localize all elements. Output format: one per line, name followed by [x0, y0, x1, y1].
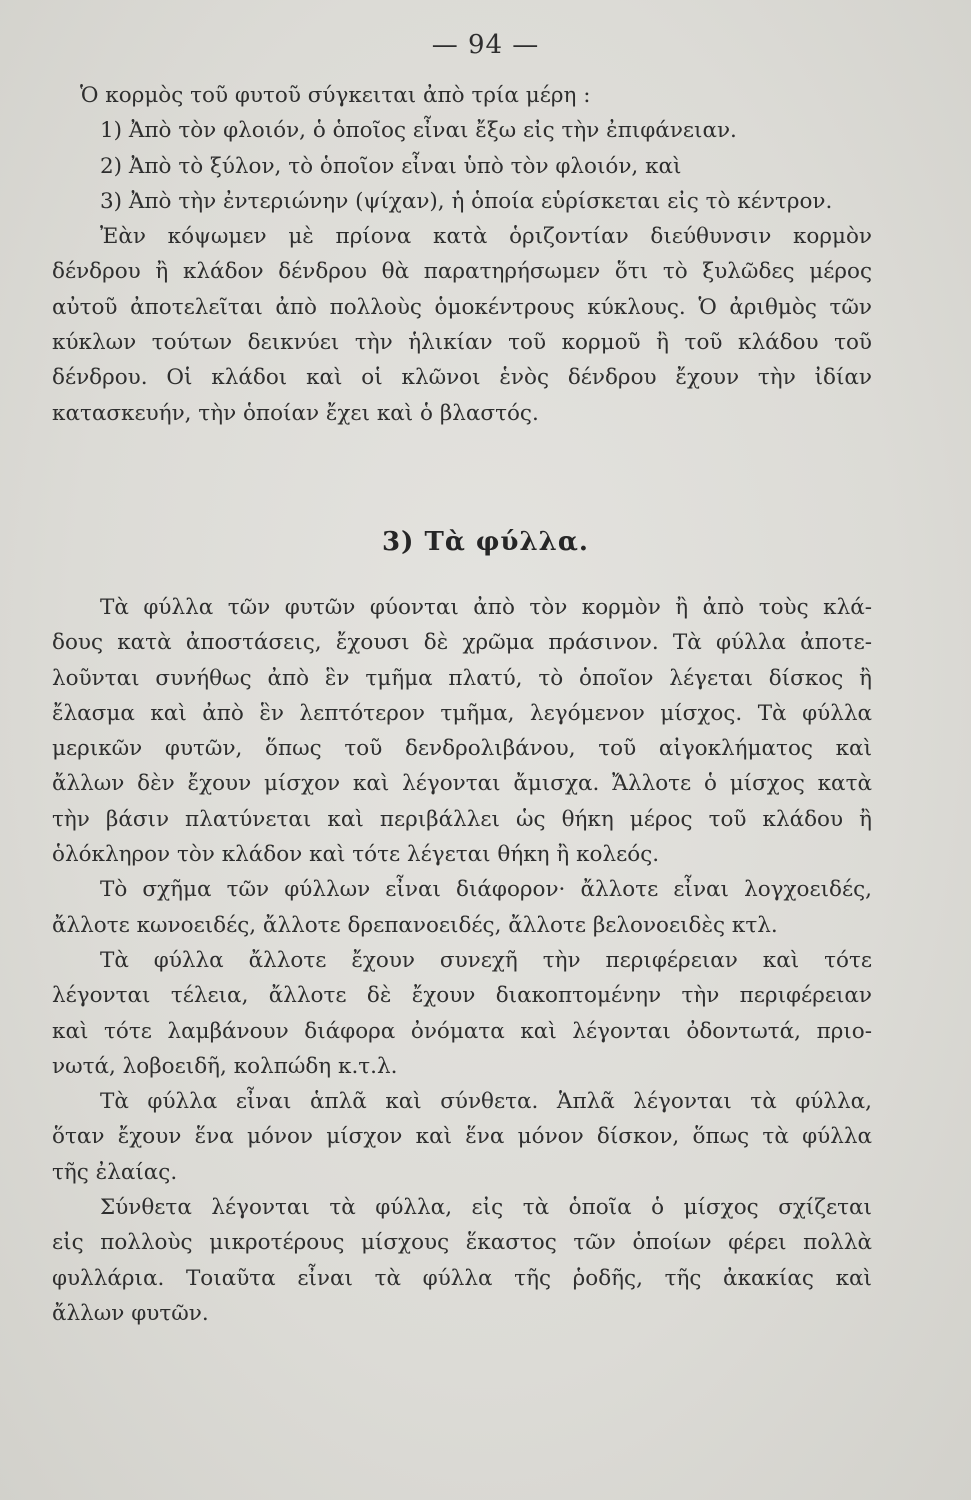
- text-line: Τὸ σχῆμα τῶν φύλλων εἶναι διάφορον· ἄλλοτε εἶναι λογχοειδές,: [100, 877, 872, 903]
- text-line: αὐτοῦ ἀποτελεῖται ἀπὸ πολλοὺς ὁμοκέντρους κύκλους. Ὁ ἀριθμὸς τῶν: [52, 294, 872, 320]
- text-line: λέγονται τέλεια, ἄλλοτε δὲ ἔχουν διακοπτομένην τὴν περιφέρειαν: [52, 983, 872, 1009]
- paragraph-block-leaves: [52, 590, 872, 1331]
- text-line: ἔλασμα καὶ ἀπὸ ἓν λεπτότερον τμῆμα, λεγόμενον μίσχος. Τὰ φύλλα: [52, 700, 872, 726]
- text-line: Τὰ φύλλα εἶναι ἁπλᾶ καὶ σύνθετα. Ἁπλᾶ λέγονται τὰ φύλλα,: [100, 1089, 872, 1115]
- text-line: Τὰ φύλλα τῶν φυτῶν φύονται ἀπὸ τὸν κορμὸν ἢ ἀπὸ τοὺς κλά-: [100, 595, 872, 620]
- text-line: δένδρου ἢ κλάδον δένδρου θὰ παρατηρήσωμεν ὅτι τὸ ξυλῶδες μέρος: [52, 259, 872, 285]
- text-line: ἄλλων φυτῶν.: [52, 1300, 209, 1326]
- paragraph-block-stem: [52, 78, 872, 431]
- text-line: 1) Ἀπὸ τὸν φλοιόν, ὁ ὁποῖος εἶναι ἔξω εἰς τὴν ἐπιφάνειαν.: [100, 118, 737, 144]
- text-line: φυλλάρια. Τοιαῦτα εἶναι τὰ φύλλα τῆς ῥοδῆς, τῆς ἀκακίας καὶ: [52, 1265, 872, 1291]
- text-line: ἄλλοτε κωνοειδές, ἄλλοτε δρεπανοειδές, ἄλλοτε βελονοειδὲς κτλ.: [52, 912, 778, 938]
- text-line: κατασκευήν, τὴν ὁποίαν ἔχει καὶ ὁ βλαστός.: [52, 400, 539, 426]
- text-line: 2) Ἀπὸ τὸ ξύλον, τὸ ὁποῖον εἶναι ὑπὸ τὸν φλοιόν, καὶ: [100, 153, 682, 179]
- text-line: ὅταν ἔχουν ἕνα μόνον μίσχον καὶ ἕνα μόνον δίσκον, ὅπως τὰ φύλλα: [52, 1124, 872, 1150]
- text-line: Ὁ κορμὸς τοῦ φυτοῦ σύγκειται ἀπὸ τρία μέρη :: [80, 83, 591, 108]
- text-line: τὴν βάσιν πλατύνεται καὶ περιβάλλει ὡς θήκη μέρος τοῦ κλάδου ἢ: [52, 806, 872, 832]
- section-heading: 3) Τὰ φύλλα.: [382, 527, 589, 557]
- text-line: 3) Ἀπὸ τὴν ἐντεριώνην (ψίχαν), ἡ ὁποία εὑρίσκεται εἰς τὸ κέντρον.: [100, 188, 833, 214]
- text-line: εἰς πολλοὺς μικροτέρους μίσχους ἕκαστος τῶν ὁποίων φέρει πολλὰ: [52, 1230, 872, 1256]
- text-line: Ἐὰν κόψωμεν μὲ πρίονα κατὰ ὁριζοντίαν διεύθυνσιν κορμὸν: [100, 224, 872, 250]
- text-line: δους κατὰ ἀποστάσεις, ἔχουσι δὲ χρῶμα πράσινον. Τὰ φύλλα ἀποτε-: [52, 630, 872, 656]
- text-line: νωτά, λοβοειδῆ, κολπώδη κ.τ.λ.: [52, 1053, 398, 1079]
- page-number: — 94 —: [431, 30, 540, 60]
- text-line: μερικῶν φυτῶν, ὅπως τοῦ δενδρολιβάνου, τοῦ αἰγοκλήματος καὶ: [52, 736, 872, 762]
- text-line: ἄλλων δὲν ἔχουν μίσχον καὶ λέγονται ἄμισχα. Ἄλλοτε ὁ μίσχος κατὰ: [52, 771, 872, 797]
- text-line: κύκλων τούτων δεικνύει τὴν ἡλικίαν τοῦ κορμοῦ ἢ τοῦ κλάδου τοῦ: [52, 330, 872, 356]
- text-line: Τὰ φύλλα ἄλλοτε ἔχουν συνεχῆ τὴν περιφέρειαν καὶ τότε: [100, 947, 872, 973]
- text-line: τῆς ἐλαίας.: [52, 1159, 178, 1185]
- text-line: Σύνθετα λέγονται τὰ φύλλα, εἰς τὰ ὁποῖα ὁ μίσχος σχίζεται: [100, 1195, 872, 1221]
- text-line: ὁλόκληρον τὸν κλάδον καὶ τότε λέγεται θήκη ἢ κολεός.: [52, 842, 660, 868]
- text-line: δένδρου. Οἱ κλάδοι καὶ οἱ κλῶνοι ἑνὸς δένδρου ἔχουν τὴν ἰδίαν: [52, 365, 872, 391]
- text-line: καὶ τότε λαμβάνουν διάφορα ὀνόματα καὶ λέγονται ὀδοντωτά, πριο-: [52, 1018, 872, 1044]
- text-line: λοῦνται συνήθως ἀπὸ ἓν τμῆμα πλατύ, τὸ ὁποῖον λέγεται δίσκος ἢ: [52, 665, 872, 691]
